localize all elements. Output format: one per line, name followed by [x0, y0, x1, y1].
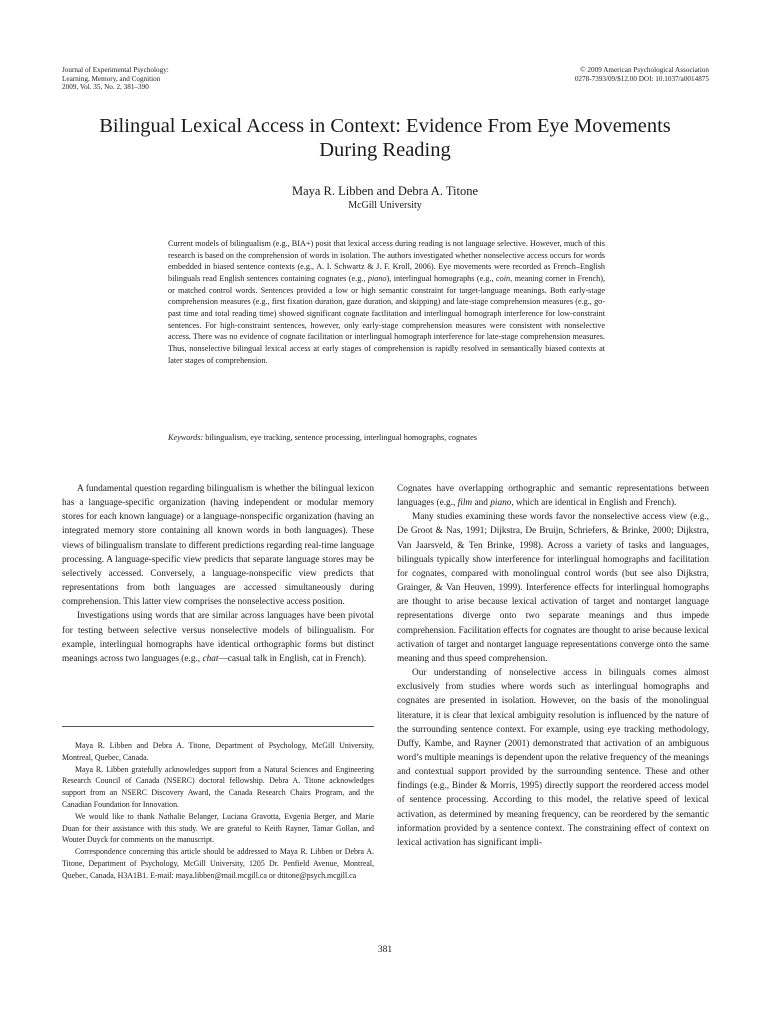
body-emphasis: piano — [490, 498, 512, 509]
footnote-paragraph: Maya R. Libben gratefully acknowledges support from a Natural Sciences and Engineering Research Council of Canada (NSERC) doctoral fellowship. Debra A. Titone acknowledges support from an NSERC Discovery Award, the Canada Research Chairs Program, and the Canadian Foundation for Innovation. — [62, 764, 374, 809]
copyright-line: © 2009 American Psychological Association — [580, 66, 709, 74]
body-text: Investigations using words that are similar across languages have been pivotal for testing between selective versus nonselective models of bilingualism. For example, interlingual homographs have identical orthographic forms but distinct meanings across two languages (e.g., — [62, 611, 374, 664]
abstract-emphasis: coin — [495, 273, 511, 283]
journal-citation — [62, 66, 169, 92]
body-text: Cognates have overlapping orthographic and semantic representations between languages (e.g., — [397, 484, 709, 509]
body-text: and — [472, 498, 491, 509]
abstract-text: , meaning corner in French), or matched control words. Sentences provided a low or high semantic constraint for target-language meanings. Both early-stage comprehension measures (e.g., first fixation duration, gaze duration, and skipping) and late-stage comprehension measures (e.g., go-past time and total reading time) showed significant cognate facilitation and interlingual homograph interference for low-constraint sentences. For high-constraint sentences, however, only early-stage comprehension measures were consistent with nonselective access. There was no evidence of cognate facilitation or interlingual homograph interference for late-stage comprehension measures. Thus, nonselective bilingual lexical access at early stages of comprehension is rapidly resolved in semantically biased contexts at later stages of comprehension. — [168, 273, 605, 365]
abstract-emphasis: piano — [367, 273, 387, 283]
body-paragraph: Many studies examining these words favor the nonselective access view (e.g., De Groot & Nas, 1991; Dijkstra, De Bruijn, Schriefers, & Brinke, 2000; Dijkstra, Van Jaarsveld, & Ten Brinke, 1998). Across a variety of tasks and languages, bilinguals typically show interference for interlingual homographs and facilitation for cognates, compared with monolingual control words (but see also Dijkstra, Grainger, & Van Heuven, 1999). Interference effects for interlingual homographs are thought to arise because lexical activation of target and nontarget language representations diverge onto two separate meanings and thus impede comprehension. Facilitation effects for cognates are thought to arise because lexical activation of target and nontarget language representations converge onto the same meaning and thus speed comprehension. — [397, 512, 709, 664]
author-affiliation: McGill University — [348, 200, 422, 211]
journal-citation-line: 2009, Vol. 35, No. 2, 381–390 — [62, 83, 149, 92]
abstract-paragraph — [168, 238, 605, 366]
author-names: Maya R. Libben and Debra A. Titone — [291, 184, 479, 198]
page-number: 381 — [377, 945, 393, 955]
journal-citation-line: Journal of Experimental Psychology: — [62, 66, 169, 74]
body-paragraph: Our understanding of nonselective access in bilinguals comes almost exclusively from studies where words such as interlingual homographs and cognates are presented in isolation. However, on the basis of the monolingual literature, it is clear that lexical ambiguity resolution is influenced by the nature of the surrounding sentence context. For example, using eye tracking methodology, Duffy, Kambe, and Rayner (2001) demonstrated that activation of an ambiguous word’s multiple meanings is dependent upon the relative frequency of the meanings and contextual support provided by the surrounding sentence. These and other findings (e.g., Binder & Morris, 1995) directly support the reordered access model of sentence processing. According to this model, the relative speed of lexical activation, as determined by meaning frequency, can be reordered by the semantic information provided by a sentence context. The constraining effect of context on lexical activation has significant impli- — [397, 668, 709, 848]
body-text: , which are identical in English and French). — [511, 498, 677, 509]
doi-line: 0278-7393/09/$12.00 DOI: 10.1037/a0014875 — [574, 74, 709, 83]
author-note — [62, 740, 374, 882]
right-column — [397, 482, 709, 850]
footnote-paragraph: We would like to thank Nathalie Belanger, Luciana Gravotta, Evgenia Berger, and Marie Duan for their assistance with this study. We are grateful to Keith Rayner, Tamar Gollan, and Wouter Duyck for comments on the manuscript. — [62, 811, 374, 845]
footnote-divider — [62, 726, 374, 727]
body-emphasis: film — [457, 498, 473, 509]
journal-citation-line: Learning, Memory, and Cognition — [62, 74, 161, 83]
footnote-paragraph: Maya R. Libben and Debra A. Titone, Department of Psychology, McGill University, Montreal, Quebec, Canada. — [62, 741, 374, 762]
article-title-line: Bilingual Lexical Access in Context: Evidence From Eye Movements — [99, 115, 671, 137]
keywords — [168, 432, 605, 443]
body-paragraph — [62, 609, 374, 666]
abstract-text: ), interlingual homographs (e.g., — [386, 273, 496, 283]
body-paragraph — [397, 482, 709, 510]
body-paragraph: A fundamental question regarding bilingualism is whether the bilingual lexicon has a language-specific organization (having independent or modular memory stores for each known language) or a language-nonspecific organization (having an integrated memory store containing all known words in both languages). These views of bilingualism translate to different predictions regarding real-time language processing. A language-specific view predicts that separate language stores may be selectively accessed. Conversely, a language-nonspecific view predicts that representations from both languages are accessed simultaneously during comprehension. This latter view comprises the nonselective access position. — [62, 484, 374, 608]
keywords-text: bilingualism, eye tracking, sentence processing, interlingual homographs, cognates — [203, 433, 477, 442]
body-text: —casual talk in English, cat in French). — [218, 653, 367, 664]
article-title-line: During Reading — [319, 139, 451, 161]
keywords-label: Keywords: — [168, 433, 204, 442]
copyright-notice — [575, 66, 709, 83]
footnote-paragraph: Correspondence concerning this article should be addressed to Maya R. Libben or Debra A. Titone, Department of Psychology, McGill University, 1205 Dr. Penfield Avenue, Montreal, Quebec, Canada, H3A1B1. E-mail: maya.libben@mail.mcgill.ca or dtitone@psych.mcgill.ca — [62, 847, 374, 880]
abstract — [168, 238, 605, 366]
abstract-text: Current models of bilingualism (e.g., BIA+) posit that lexical access during reading is not language selective. However, much of this research is based on the comprehension of words in isolation. The authors investigated whether nonselective access occurs for words embedded in biased sentence contexts (e.g., A. I. Schwartz & J. F. Kroll, 2006). Eye movements were recorded as French–English bilinguals read English sentences containing cognates (e.g., — [168, 239, 605, 283]
body-emphasis: chat — [202, 653, 219, 664]
article-title — [60, 114, 710, 162]
left-column — [62, 482, 374, 666]
